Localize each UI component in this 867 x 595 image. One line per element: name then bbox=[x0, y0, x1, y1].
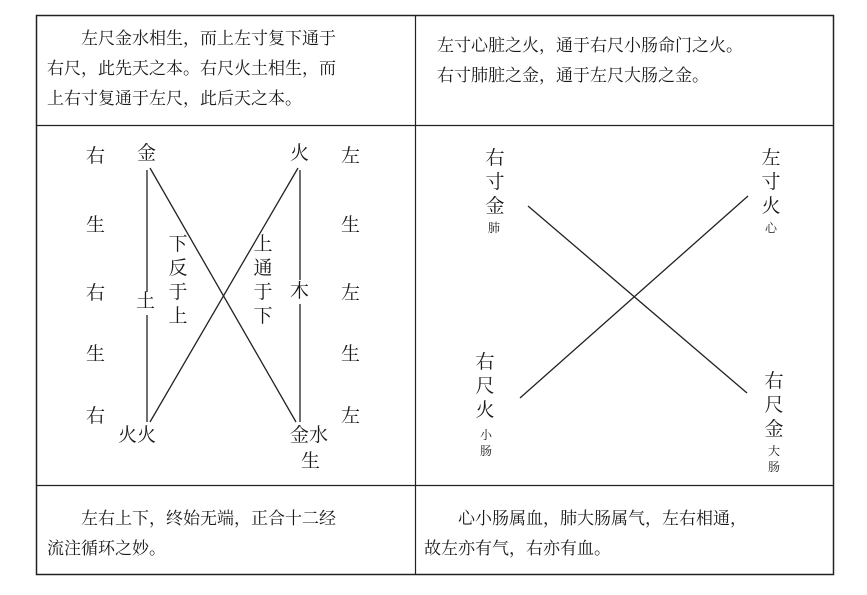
right-col-char-5: 左 bbox=[341, 405, 361, 427]
label-dachang: 大肠 bbox=[767, 444, 780, 474]
node-mu: 木 bbox=[290, 280, 310, 302]
row1-right-line-1: 左寸心脏之火，通于右尺小肠命门之火。 bbox=[437, 36, 743, 56]
node-huo: 火 bbox=[290, 142, 310, 164]
right-col-char-3: 左 bbox=[341, 282, 361, 304]
right-col-char-1: 左 bbox=[341, 145, 361, 167]
row3-right-line-1: 心小肠属血，肺大肠属气，左右相通， bbox=[424, 509, 747, 529]
row1-left-line-3: 上右寸复通于左尺，此后天之本。 bbox=[47, 89, 302, 109]
label-xin: 心 bbox=[765, 221, 778, 235]
node-sheng: 生 bbox=[301, 450, 321, 472]
row1-left-line-1: 左尺金水相生，而上左寸复下通于 bbox=[47, 29, 336, 49]
left-col-char-2: 生 bbox=[86, 214, 106, 236]
node-tu: 土 bbox=[136, 290, 156, 312]
left-col-char-5: 右 bbox=[86, 405, 106, 427]
left-col-char-3: 右 bbox=[86, 282, 106, 304]
node-huohuo: 火火 bbox=[118, 424, 157, 446]
diagonal-fei-to-dachang bbox=[528, 206, 747, 393]
row3-right-line-2: 故左亦有气，右亦有血。 bbox=[424, 539, 611, 559]
label-fei: 肺 bbox=[488, 221, 501, 235]
right-col-char-4: 生 bbox=[341, 343, 361, 365]
label-shang-tong-yu-xia: 上通于下 bbox=[253, 233, 273, 327]
label-you-chi-huo: 右尺火 bbox=[475, 351, 495, 421]
right-col-char-2: 生 bbox=[341, 214, 361, 236]
left-col-char-1: 右 bbox=[86, 145, 106, 167]
node-jin: 金 bbox=[137, 142, 157, 164]
row1-right-line-2: 右寸肺脏之金，通于左尺大肠之金。 bbox=[437, 66, 709, 86]
row3-left-line-1: 左右上下，终始无端，正合十二经 bbox=[47, 509, 336, 529]
row1-left-line-2: 右尺，此先天之本。右尺火土相生，而 bbox=[47, 59, 336, 79]
row3-left-line-2: 流注循环之妙。 bbox=[47, 539, 166, 559]
label-you-chi-jin: 右尺金 bbox=[764, 370, 784, 440]
left-col-char-4: 生 bbox=[86, 343, 106, 365]
diagonal-xiaochang-to-xin bbox=[520, 196, 748, 398]
label-xia-fan-yu-shang: 下反于上 bbox=[168, 233, 188, 327]
label-xiaochang: 小肠 bbox=[479, 428, 492, 458]
node-jinshui: 金水 bbox=[290, 424, 329, 446]
label-zuo-cun-huo: 左寸火 bbox=[761, 147, 781, 217]
label-you-cun-jin: 右寸金 bbox=[485, 147, 505, 217]
